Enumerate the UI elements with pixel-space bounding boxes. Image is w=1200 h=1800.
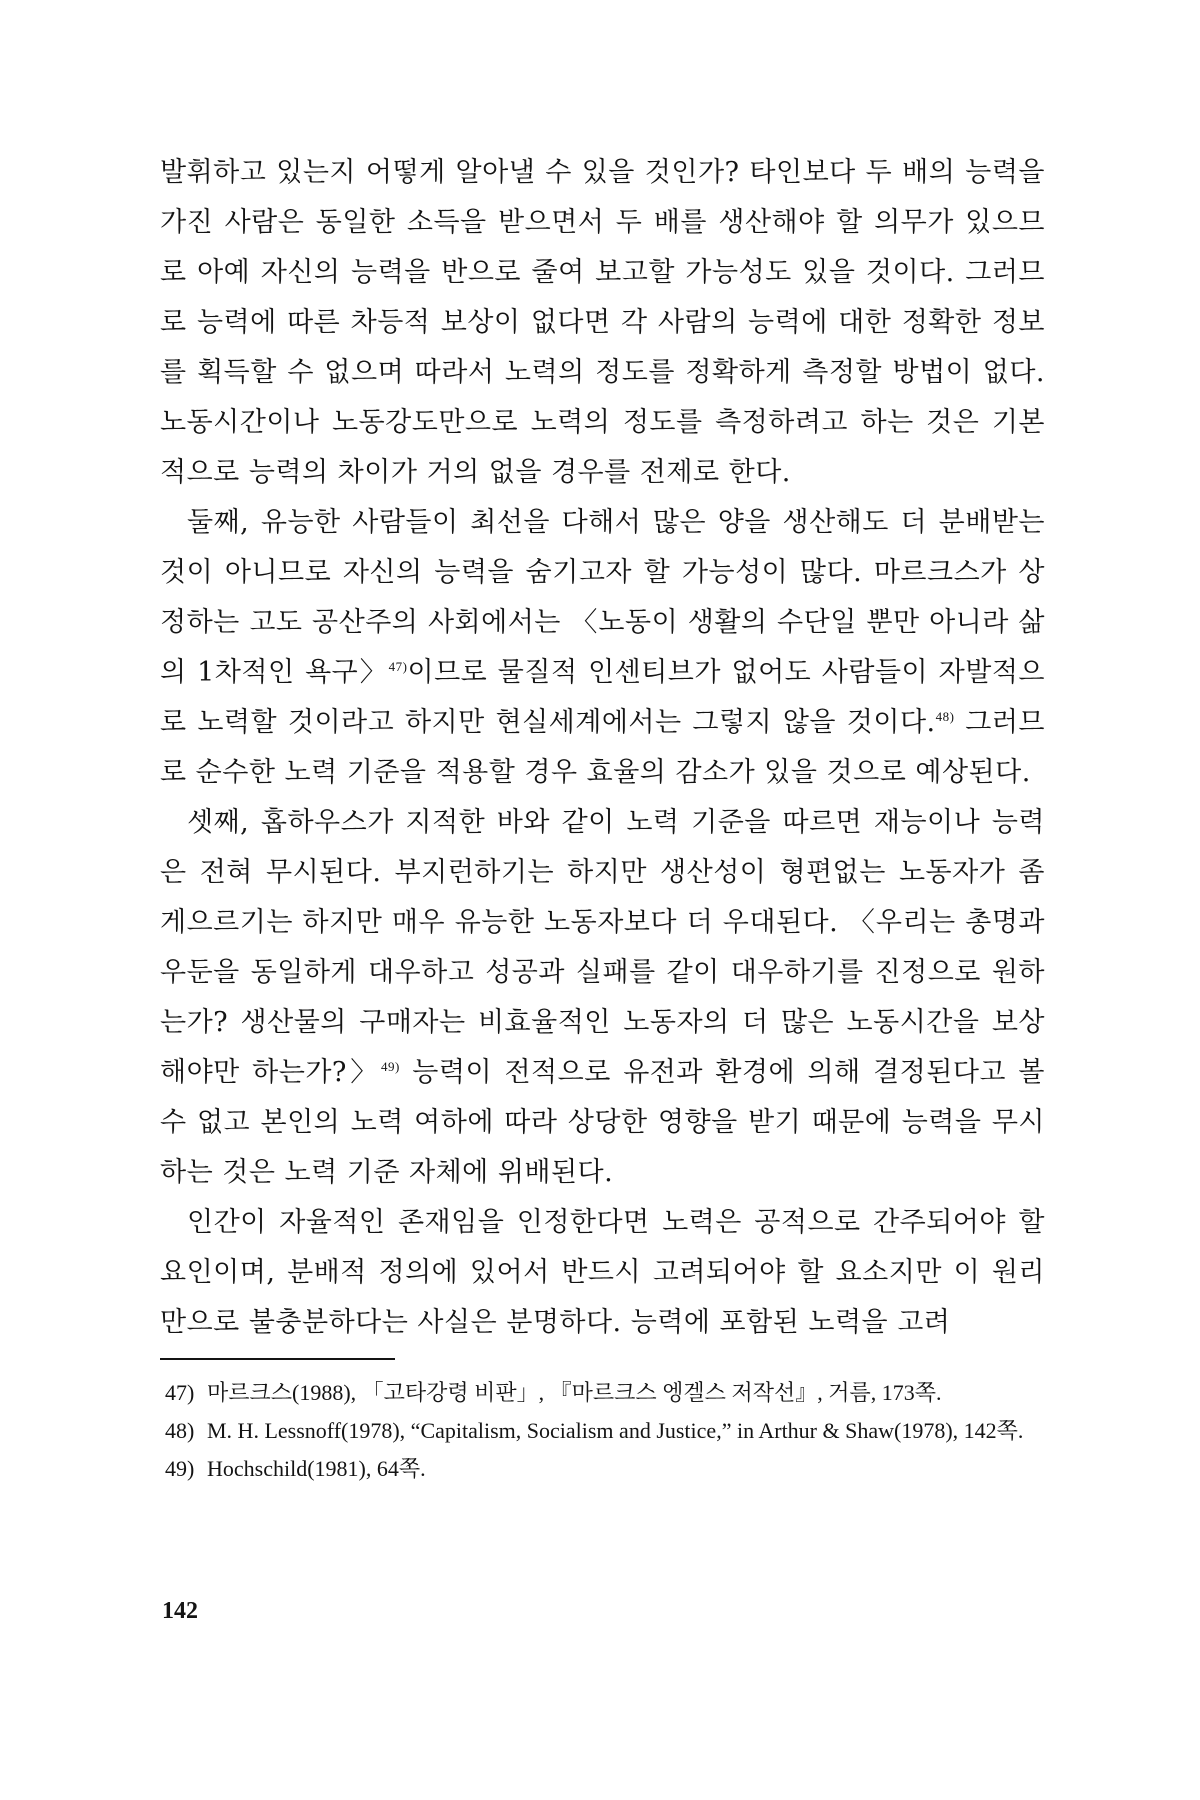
footnote-number: 49)	[165, 1456, 195, 1481]
footnote-ref-49: 49)	[381, 1059, 400, 1074]
footnote-text: Hochschild(1981), 64쪽.	[207, 1456, 426, 1481]
page-content	[160, 148, 1045, 1488]
footnotes	[160, 1374, 1045, 1488]
footnote-49	[160, 1450, 1045, 1488]
paragraph-2-part-a: 둘째, 유능한 사람들이 최선을 다해서 많은 양을 생산해도 더 분배받는 것이 아니므로 자신의 능력을 숨기고자 할 가능성이 많다. 마르크스가 상정하는 고도 공산주의 사회에서는 〈노동이 생활의 수단일 뿐만 아니라 삶의 1차적인 욕구〉	[160, 507, 1045, 688]
footnote-number: 47)	[165, 1380, 195, 1405]
footnote-47	[160, 1374, 1045, 1412]
page-number: 142	[162, 1598, 198, 1624]
paragraph-3	[160, 798, 1045, 1198]
footnote-ref-47: 47)	[388, 659, 408, 674]
footnote-ref-48: 48)	[935, 709, 955, 724]
footnote-divider	[160, 1358, 395, 1360]
footnote-48	[160, 1412, 1045, 1450]
footnote-text: 마르크스(1988), 「고타강령 비판」, 『마르크스 엥겔스 저작선』, 거름, 173쪽.	[207, 1380, 942, 1405]
paragraph-3-part-a: 셋째, 홉하우스가 지적한 바와 같이 노력 기준을 따르면 재능이나 능력은 전혀 무시된다. 부지런하기는 하지만 생산성이 형편없는 노동자가 좀 게으르기는 하지만 매우 유능한 노동자보다 더 우대된다. 〈우리는 총명과 우둔을 동일하게 대우하고 성공과 실패를 같이 대우하기를 진정으로 원하는가? 생산물의 구매자는 비효율적인 노동자의 더 많은 노동시간을 보상해야만 하는가?〉	[160, 807, 1045, 1088]
paragraph-1: 발휘하고 있는지 어떻게 알아낼 수 있을 것인가? 타인보다 두 배의 능력을 가진 사람은 동일한 소득을 받으면서 두 배를 생산해야 할 의무가 있으므로 아예 자신의 능력을 반으로 줄여 보고할 가능성도 있을 것이다. 그러므로 능력에 따른 차등적 보상이 없다면 각 사람의 능력에 대한 정확한 정보를 획득할 수 없으며 따라서 노력의 정도를 정확하게 측정할 방법이 없다. 노동시간이나 노동강도만으로 노력의 정도를 측정하려고 하는 것은 기본적으로 능력의 차이가 거의 없을 경우를 전제로 한다.	[160, 157, 1045, 488]
paragraph-2	[160, 498, 1045, 798]
paragraph-3-part-b: 능력이 전적으로 유전과 환경에 의해 결정된다고 볼 수 없고 본인의 노력 여하에 따라 상당한 영향을 받기 때문에 능력을 무시하는 것은 노력 기준 자체에 위배된다.	[160, 1057, 1045, 1188]
footnote-number: 48)	[165, 1418, 195, 1443]
paragraph-2-part-b: 이므로 물질적 인센티브가 없어도 사람들이 자발적으로 노력할 것이라고 하지만 현실세계에서는 그렇지 않을 것이다.	[160, 657, 1045, 738]
paragraph-2-part-c: 그러므로 순수한 노력 기준을 적용할 경우 효율의 감소가 있을 것으로 예상된다.	[160, 707, 1045, 788]
footnote-text: M. H. Lessnoff(1978), “Capitalism, Socialism and Justice,” in Arthur & Shaw(1978), 142쪽.	[207, 1418, 1024, 1443]
body-text	[160, 148, 1045, 1348]
paragraph-4: 인간이 자율적인 존재임을 인정한다면 노력은 공적으로 간주되어야 할 요인이며, 분배적 정의에 있어서 반드시 고려되어야 할 요소지만 이 원리만으로 불충분하다는 사실은 분명하다. 능력에 포함된 노력을 고려	[160, 1207, 1045, 1338]
